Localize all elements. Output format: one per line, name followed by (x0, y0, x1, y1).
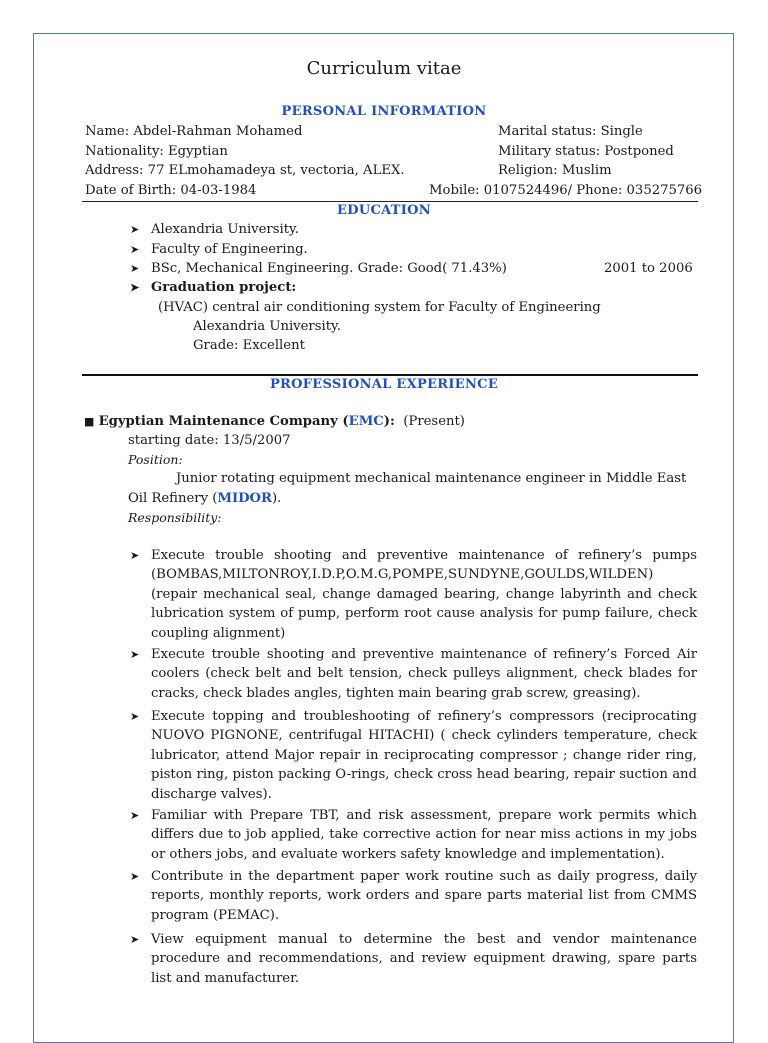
arrow-bullet-icon: ➤ (130, 710, 140, 723)
education-heading: EDUCATION (337, 203, 431, 218)
education-years: 2001 to 2006 (604, 261, 693, 276)
education-item: Alexandria University. (151, 222, 299, 237)
responsibility-item: View equipment manual to determine the best and vendor maintenance procedure and recommendations, and review equipment drawing, spare parts list and manufacturer. (151, 932, 697, 986)
position-title-cont (128, 489, 281, 508)
arrow-bullet-icon: ➤ (130, 549, 140, 562)
project-description-cont: Alexandria University. (193, 319, 341, 334)
dob-field: Date of Birth: 04-03-1984 (85, 183, 257, 198)
company-line (84, 412, 465, 431)
position-text-end: ). (272, 491, 282, 506)
responsibility-label: Responsibility: (128, 510, 222, 525)
square-bullet-icon: ■ (84, 415, 95, 428)
arrow-bullet-icon: ➤ (130, 870, 140, 883)
experience-heading: PROFESSIONAL EXPERIENCE (269, 377, 499, 392)
company-name: Egyptian Maintenance Company ( (98, 414, 349, 429)
arrow-bullet-icon: ➤ (130, 262, 140, 275)
arrow-bullet-icon: ➤ (130, 281, 140, 294)
arrow-bullet-icon: ➤ (130, 648, 140, 661)
phone-field: Mobile: 0107524496/ Phone: 035275766 (429, 183, 703, 198)
address-field: Address: 77 ELmohamadeya st, vectoria, ALEX. (85, 163, 405, 178)
arrow-bullet-icon: ➤ (130, 933, 140, 946)
military-field: Military status: Postponed (498, 144, 674, 159)
responsibility-item: Familiar with Prepare TBT, and risk assessment, prepare work permits which differs due to job applied, take corrective action for near miss actions in my jobs or others jobs, and evaluate workers safety knowledge and implementation). (151, 808, 697, 862)
project-description: (HVAC) central air conditioning system for Faculty of Engineering (158, 300, 601, 315)
position-text: Oil Refinery ( (128, 491, 218, 506)
arrow-bullet-icon: ➤ (130, 243, 140, 256)
start-date: starting date: 13/5/2007 (128, 433, 291, 448)
responsibility-item: Execute trouble shooting and preventive maintenance of refinery’s pumps (BOMBAS,MILTONROY,I.D.P,O.M.G,POMPE,SUNDYNE,GOULDS,WILDEN) (repair mechanical seal, change damaged bearing, change labyrinth and check lubrication system of pump, perform root cause analysis for pump failure, check coupling alignment) (151, 548, 697, 641)
arrow-bullet-icon: ➤ (130, 809, 140, 822)
marital-field: Marital status: Single (498, 124, 643, 139)
position-title: Junior rotating equipment mechanical maintenance engineer in Middle East (176, 471, 687, 486)
name-field: Name: Abdel-Rahman Mohamed (85, 124, 303, 139)
nationality-field: Nationality: Egyptian (85, 144, 228, 159)
company-name-end: ): (383, 414, 395, 429)
position-label: Position: (128, 452, 183, 467)
project-grade: Grade: Excellent (193, 338, 305, 353)
personal-divider (82, 201, 698, 202)
responsibility-item: Execute trouble shooting and preventive maintenance of refinery’s Forced Air coolers (check belt and belt tension, check pulleys alignment, check blades for cracks, check blades angles, tighten main bearing grab screw, greasing). (151, 647, 697, 701)
graduation-project-label: Graduation project: (151, 280, 297, 295)
midor-abbr: MIDOR (217, 491, 273, 506)
company-abbr: EMC (348, 414, 384, 429)
arrow-bullet-icon: ➤ (130, 223, 140, 236)
education-divider (82, 374, 698, 376)
document-title: Curriculum vitae (306, 58, 462, 79)
personal-info-heading: PERSONAL INFORMATION (281, 104, 487, 119)
education-item: Faculty of Engineering. (151, 242, 308, 257)
education-item: BSc, Mechanical Engineering. Grade: Good( 71.43%) (151, 261, 507, 276)
present-label: (Present) (403, 414, 465, 429)
religion-field: Religion: Muslim (498, 163, 612, 178)
responsibility-item: Execute topping and troubleshooting of refinery’s compressors (reciprocating NUOVO PIGNONE, centrifugal HITACHI) ( check cylinders temperature, check lubricator, attend Major repair in reciprocating compressor ; change rider ring, piston ring, piston packing O-rings, check cross head bearing, repair suction and discharge valves). (151, 709, 697, 802)
responsibility-item: Contribute in the department paper work routine such as daily progress, daily reports, monthly reports, work orders and spare parts material list from CMMS program (PEMAC). (151, 869, 697, 923)
